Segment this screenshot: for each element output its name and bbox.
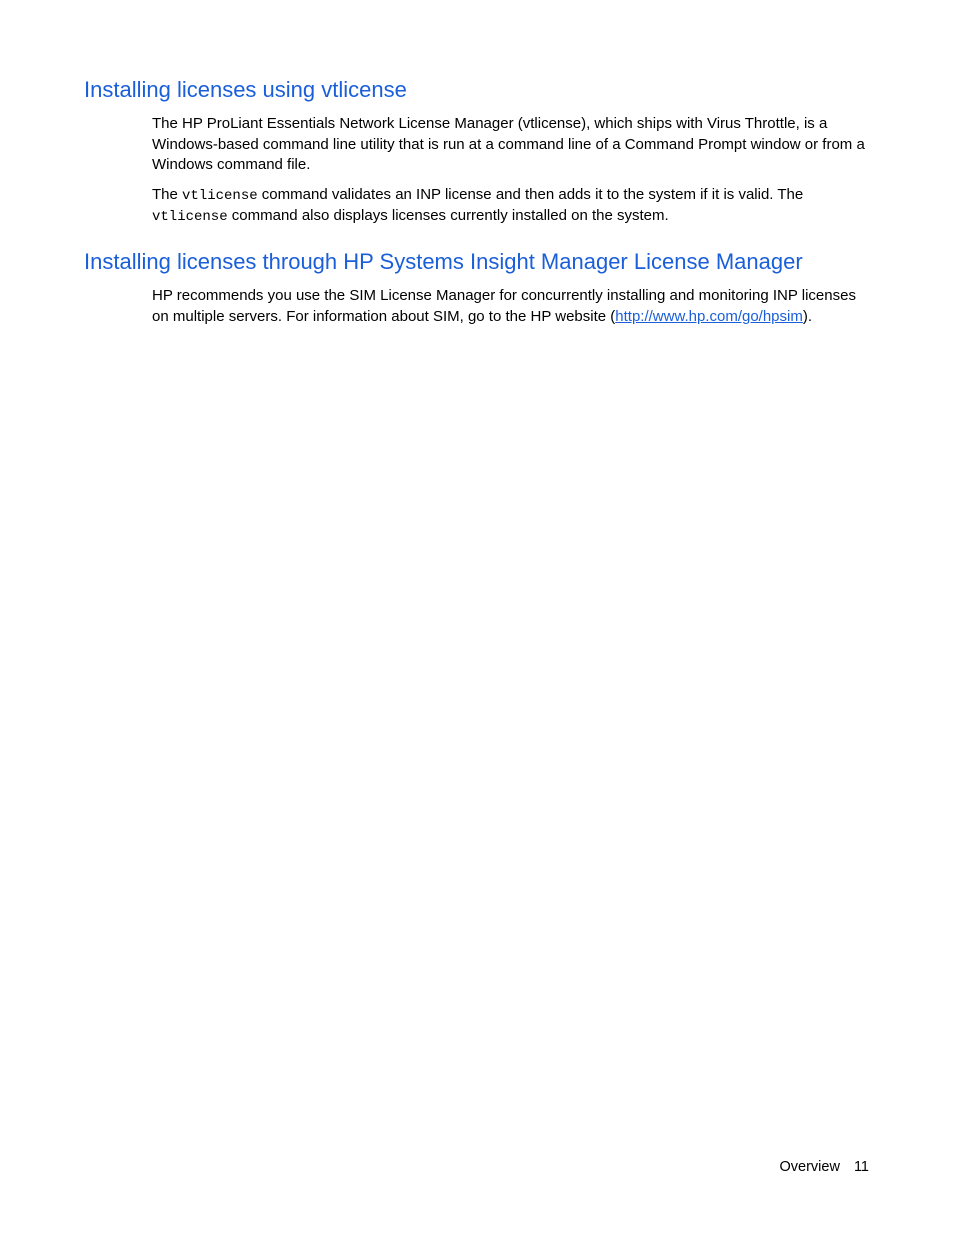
section-heading: Installing licenses using vtlicense [84, 77, 407, 102]
section-sim-license-manager [84, 248, 884, 327]
text-run: The [152, 185, 183, 203]
text-run: HP recommends you use the SIM License Manager for concurrently installing and monitoring INP licenses on multiple servers. For information about SIM, go to the HP website ( [152, 287, 856, 325]
text-run: command validates an INP license and then adds it to the system if it is valid. The [257, 185, 804, 203]
hpsim-link[interactable]: http://www.hp.com/go/hpsim [615, 307, 803, 325]
paragraph: The HP ProLiant Essentials Network License Manager (vtlicense), which ships with Virus Throttle, is a Windows-based command line utility that is run at a command line of a Command Prompt window or from a Windows command file. [152, 115, 865, 173]
page-number: 11 [853, 1159, 869, 1175]
text-run: command also displays licenses currently installed on the system. [227, 207, 669, 224]
paragraph [152, 286, 868, 327]
code-vtlicense: vtlicense [182, 187, 258, 204]
page-footer [780, 1157, 870, 1177]
paragraph [152, 185, 868, 228]
footer-section-name: Overview [779, 1159, 840, 1175]
section-vtlicense [84, 76, 884, 228]
code-vtlicense: vtlicense [152, 209, 228, 225]
text-run: ). [802, 307, 813, 325]
section-heading: Installing licenses through HP Systems Insight Manager License Manager [84, 249, 803, 274]
